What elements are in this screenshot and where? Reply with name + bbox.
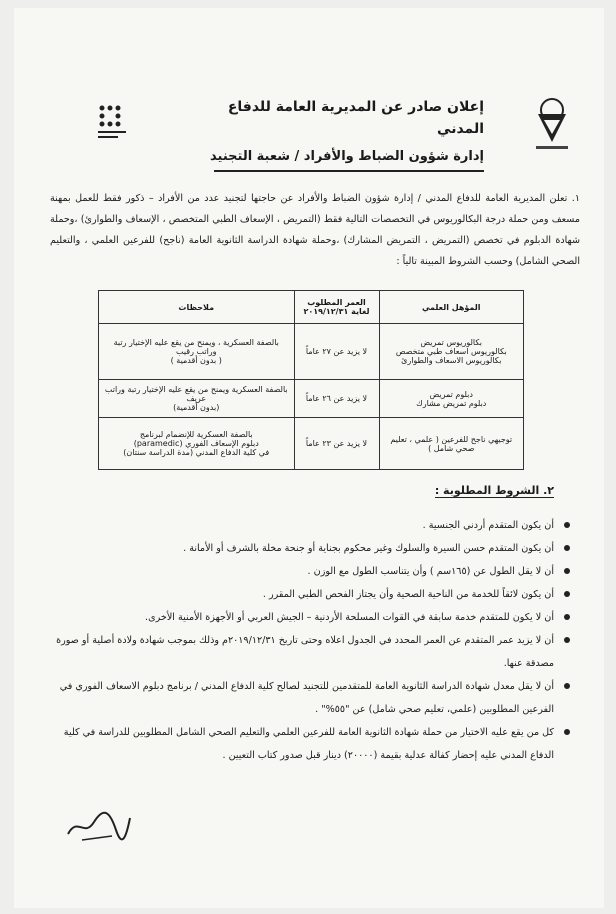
requirements-table (98, 290, 524, 470)
age-cell: لا يزيد عن ٢٦ عاماً (294, 380, 379, 418)
list-item: أن يكون المتقدم أردني الجنسية . (50, 514, 570, 537)
age-cell: لا يزيد عن ٢٣ عاماً (294, 418, 379, 470)
qualification-cell: دبلوم تمريض دبلوم تمريض مشارك (379, 380, 524, 418)
signature-mark (64, 808, 134, 844)
dots-logo (92, 100, 136, 144)
jordan-coat-of-arms-seal (524, 90, 580, 160)
document-subtitle: إدارة شؤون الضباط والأفراد / شعبة التجنيد (210, 149, 484, 164)
bullet-icon (564, 637, 570, 643)
list-item: أن لا يقل معدل شهادة الدراسة الثانوية العامة للمتقدمين للتجنيد لصالح كلية الدفاع المدني / برنامج دبلوم الاسعاف الفوري في الفرعين المطلوبين (علمي، تعليم صحي شامل) عن "٥٥%" . (50, 675, 570, 721)
header-age: العمر المطلوب لغاية ٢٠١٩/١٢/٣١ (294, 291, 379, 324)
list-item: أن لا يزيد عمر المتقدم عن العمر المحدد في الجدول اعلاه وحتى تاريخ ٢٠١٩/١٢/٣١م وذلك بموجب شهادة ولادة أصلية أو صورة مصدقة عنها. (50, 629, 570, 675)
document-header (184, 96, 484, 172)
notes-cell: بالصفة العسكرية ، ويمنح من يقع عليه الإختيار رتبة وراتب رقيب ( بدون أقدمية ) (99, 324, 295, 380)
bullet-icon (564, 614, 570, 620)
list-item: كل من يقع عليه الاختيار من حملة شهادة الثانوية العامة للفرعين العلمي والتعليم الصحي الشامل المطلوبين للدراسة في كلية الدفاع المدني عليه إحضار كفالة عدلية بقيمة (٢٠٠٠٠) دينار قبل صدور كتاب التعيين . (50, 721, 570, 767)
header-underline (214, 170, 484, 172)
bullet-icon (564, 683, 570, 689)
bullet-icon (564, 522, 570, 528)
conditions-list (50, 514, 570, 767)
qualification-cell: توجيهي ناجح للفرعين ( علمي ، تعليم صحي شامل ) (379, 418, 524, 470)
list-item: أن يكون المتقدم حسن السيرة والسلوك وغير محكوم بجناية أو جنحة مخلة بالشرف أو الأمانة . (50, 537, 570, 560)
qualification-cell: بكالوريوس تمريض بكالوريوس اسعاف طبي متخصص بكالوريوس الاسعاف والطوارئ (379, 324, 524, 380)
bullet-icon (564, 729, 570, 735)
list-item: أن لا يقل الطول عن (١٦٥سم ) وأن يتناسب الطول مع الوزن . (50, 560, 570, 583)
bullet-icon (564, 591, 570, 597)
announcement-page (14, 8, 604, 908)
header-notes: ملاحظات (99, 291, 295, 324)
age-cell: لا يزيد عن ٢٧ عاماً (294, 324, 379, 380)
intro-paragraph (50, 188, 580, 272)
bullet-icon (564, 545, 570, 551)
header-qualification: المؤهل العلمي (379, 291, 524, 324)
bullet-icon (564, 568, 570, 574)
intro-number: ١. (571, 193, 580, 204)
conditions-heading: ٢. الشروط المطلوبة : (434, 484, 554, 497)
table-row (99, 418, 524, 470)
notes-cell: بالصفة العسكرية للإنضمام لبرنامج دبلوم الإسعاف الفوري (paramedic) في كلية الدفاع المدني (مدة الدراسة سنتان) (99, 418, 295, 470)
table-row (99, 324, 524, 380)
table-row (99, 380, 524, 418)
intro-text: تعلن المديرية العامة للدفاع المدني / إدارة شؤون الضباط والأفراد عن حاجتها لتجنيد عدد من الأفراد – ذكور فقط للعمل بمهنة مسعف ومن حملة درجة البكالوريوس في التخصصات التالية فقط (التمريض ، الإسعاف الطبي المتخصص ، الإسعاف والطوارئ) ،وحملة شهادة الدبلوم في تخصص (التمريض ، التمريض المشارك) ،وحملة شهادة الدراسة الثانوية العامة (ناجح) للفرعين العلمي ، والتعليم الصحي الشامل) وحسب الشروط المبينة تالياً : (50, 193, 580, 267)
list-item: أن يكون لائقاً للخدمة من الناحية الصحية وأن يجتاز الفحص الطبي المقرر . (50, 583, 570, 606)
document-title: إعلان صادر عن المديرية العامة للدفاع المدني (227, 99, 484, 137)
notes-cell: بالصفة العسكرية ويمنح من يقع عليه الإختيار رتبة وراتب عريف (بدون أقدمية) (99, 380, 295, 418)
list-item: أن لا يكون للمتقدم خدمة سابقة في القوات المسلحة الأردنية – الجيش العربي أو الأجهزة الأمنية الأخرى. (50, 606, 570, 629)
